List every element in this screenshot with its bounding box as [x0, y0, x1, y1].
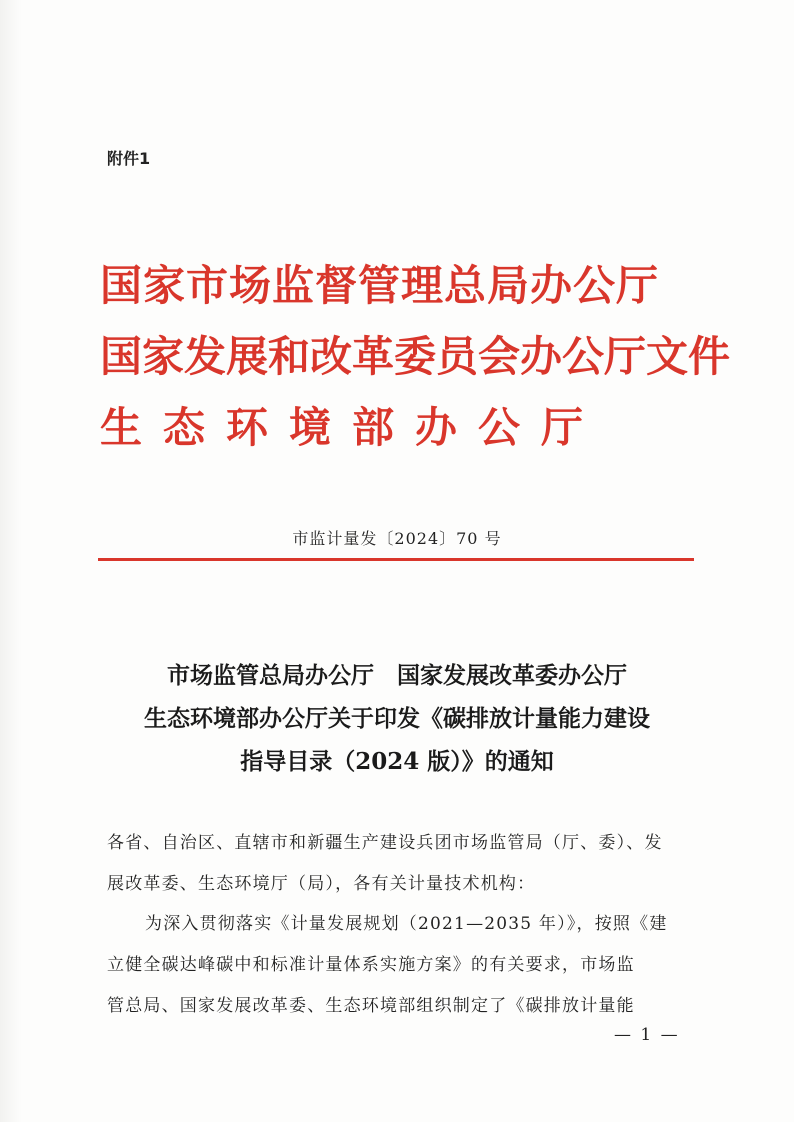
issuer-header-line-2: 国家发展和改革委员会办公厅文件 — [100, 332, 731, 381]
issuer-header-line-3: 生态环境部办公厅 — [100, 403, 605, 452]
notice-title-line-1: 市场监管总局办公厅 国家发展改革委办公厅 — [167, 662, 627, 689]
attachment-label: 附件1 — [107, 149, 151, 168]
issuer-header-line-1: 国家市场监督管理总局办公厅 — [100, 261, 660, 310]
body-line-2: 展改革委、生态环境厅（局），各有关计量技术机构： — [107, 874, 536, 894]
notice-title-line-3: 指导目录（2024 版）》的通知 — [240, 748, 554, 775]
body-line-4: 立健全碳达峰碳中和标准计量体系实施方案》的有关要求，市场监 — [107, 955, 635, 975]
notice-title-line-2: 生态环境部办公厅关于印发《碳排放计量能力建设 — [144, 705, 650, 732]
body-line-5: 管总局、国家发展改革委、生态环境部组织制定了《碳排放计量能 — [107, 996, 635, 1016]
scan-edge — [0, 0, 22, 1122]
document-number: 市监计量发〔2024〕70 号 — [292, 529, 502, 548]
page-number: — 1 — — [614, 1025, 680, 1045]
body-line-3: 为深入贯彻落实《计量发展规划（2021—2035 年）》，按照《建 — [145, 914, 668, 934]
red-divider-line — [98, 558, 694, 561]
body-line-1: 各省、自治区、直辖市和新疆生产建设兵团市场监管局（厅、委）、发 — [107, 833, 663, 853]
